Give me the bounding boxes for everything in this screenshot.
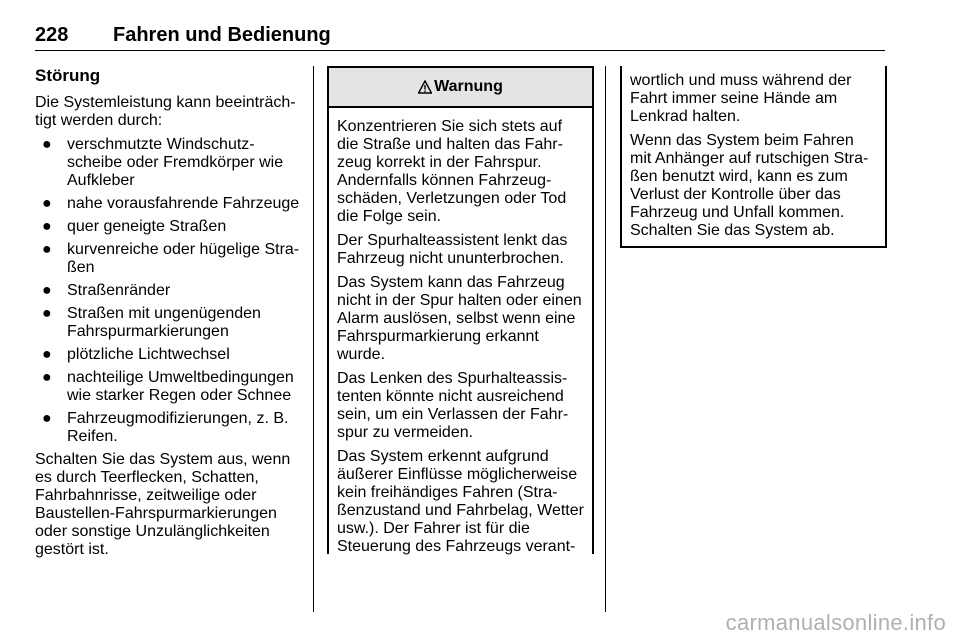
warning-paragraph: Der Spurhalteassistent lenkt das Fahrzeug nicht ununterbrochen. bbox=[337, 232, 568, 267]
warning-paragraph: wortlich und muss während der Fahrt immer seine Hände am Lenkrad halten. bbox=[630, 72, 852, 125]
column-separator-right bbox=[605, 66, 606, 612]
warning-paragraph: Das System erkennt aufgrund äußerer Einflüsse möglicherweise kein freihändiges Fahren (Stra-ßenzustand und Fahrbelag, Wetter usw.). Der Fahrer ist für die Steuerung des Fahrzeugs verant- bbox=[337, 448, 584, 555]
bullet-dot: ● bbox=[42, 346, 52, 363]
warning-paragraph: Wenn das System beim Fahren mit Anhänger auf rutschigen Stra-ßen benutzt wird, kann es zum Verlust der Kontrolle über das Fahrzeug und Unfall kommen. Schalten Sie das System ab. bbox=[630, 132, 869, 239]
bullet-dot: ● bbox=[42, 305, 52, 322]
list-item bbox=[35, 282, 303, 300]
column-separator-left bbox=[313, 66, 314, 612]
list-item bbox=[35, 218, 303, 236]
list-item bbox=[35, 305, 303, 341]
chapter-title: Fahren und Bedienung bbox=[113, 24, 331, 46]
bullet-dot: ● bbox=[42, 218, 52, 235]
list-item-text: Straßenränder bbox=[67, 282, 171, 299]
bullet-dot: ● bbox=[42, 136, 52, 153]
warning-box-continued bbox=[620, 66, 887, 248]
list-item bbox=[35, 369, 303, 405]
warning-header bbox=[329, 68, 592, 108]
list-item-text: Straßen mit ungenügenden Fahrspurmarkierungen bbox=[67, 305, 261, 340]
warning-continued-body bbox=[622, 66, 885, 240]
header-rule bbox=[35, 50, 885, 51]
list-item bbox=[35, 241, 303, 277]
list-item bbox=[35, 346, 303, 364]
warning-paragraph: Konzentrieren Sie sich stets auf die Straße und halten das Fahr-zeug korrekt in der Fahrspur. Andernfalls können Fahrzeug-schäden, Verletzungen oder Tod die Folge sein. bbox=[337, 118, 567, 225]
closing-text: Schalten Sie das System aus, wenn es durch Teerflecken, Schatten, Fahrbahnrisse, zeitweilige oder Baustellen-Fahrspurmarkierungen oder sonstige Unzulänglichkeiten gestört ist. bbox=[35, 451, 291, 558]
page-number: 228 bbox=[35, 24, 69, 46]
list-item-text: plötzliche Lichtwechsel bbox=[67, 346, 230, 363]
bullet-dot: ● bbox=[42, 410, 52, 427]
list-item-text: nahe vorausfahrende Fahrzeuge bbox=[67, 195, 300, 212]
list-item-text: nachteilige Umweltbedingungen wie starker Regen oder Schnee bbox=[67, 369, 294, 404]
list-item bbox=[35, 195, 303, 213]
warning-paragraph: Das System kann das Fahrzeug nicht in der Spur halten oder einen Alarm auslösen, selbst wenn eine Fahrspurmarkierung erkannt wurde. bbox=[337, 274, 582, 363]
bullet-dot: ● bbox=[42, 241, 52, 258]
warning-paragraph: Das Lenken des Spurhalteassis-tenten könnte nicht ausreichend sein, um ein Verlassen der Fahr-spur zu vermeiden. bbox=[337, 370, 569, 441]
list-item bbox=[35, 136, 303, 190]
list-item-text: kurvenreiche oder hügelige Stra-ßen bbox=[67, 241, 300, 276]
column-malfunction bbox=[35, 66, 303, 565]
page-header bbox=[35, 24, 885, 50]
list-item-text: verschmutzte Windschutz-scheibe oder Fremdkörper wie Aufkleber bbox=[67, 136, 284, 189]
bullet-list bbox=[35, 136, 303, 446]
watermark: carmanualsonline.info bbox=[725, 610, 946, 635]
intro-text: Die Systemleistung kann beeinträch-tigt werden durch: bbox=[35, 94, 296, 129]
bullet-dot: ● bbox=[42, 369, 52, 386]
section-heading: Störung bbox=[35, 66, 101, 85]
list-item bbox=[35, 410, 303, 446]
warning-body bbox=[329, 108, 592, 556]
warning-box bbox=[327, 66, 594, 554]
list-item-text: quer geneigte Straßen bbox=[67, 218, 227, 235]
list-item-text: Fahrzeugmodifizierungen, z. B. Reifen. bbox=[67, 410, 289, 445]
warning-triangle-icon bbox=[418, 80, 432, 94]
warning-title: Warnung bbox=[434, 78, 503, 95]
bullet-dot: ● bbox=[42, 195, 52, 212]
bullet-dot: ● bbox=[42, 282, 52, 299]
